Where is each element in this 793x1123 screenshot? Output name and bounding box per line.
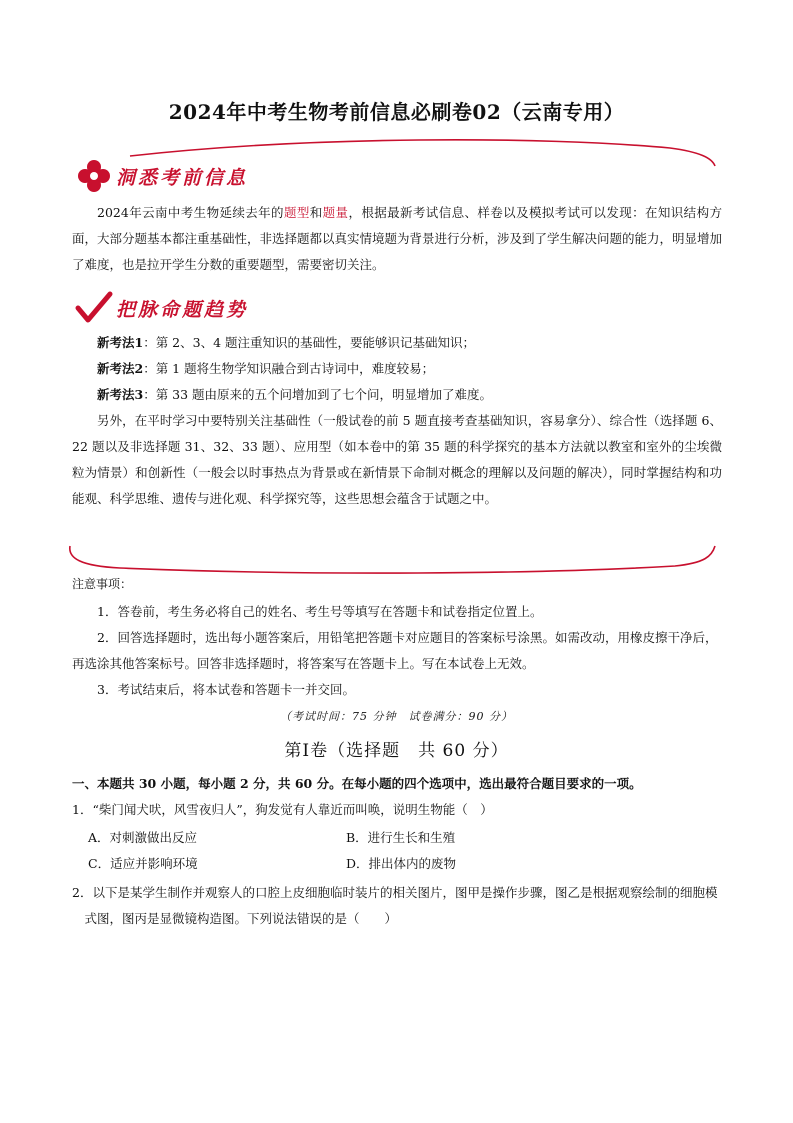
trend-item: [72, 330, 722, 356]
section1-paragraph: [72, 200, 722, 278]
section-instruction: 一、本题共 30 小题，每小题 2 分，共 60 分。在每小题的四个选项中，选出最符合题目要求的一项。: [72, 776, 642, 791]
trend-item: [72, 356, 722, 382]
section-heading-label: 洞悉考前信息: [116, 166, 249, 189]
question-1-stem: 1．“柴门闻犬吠，风雪夜归人”，狗发觉有人靠近而叫唤，说明生物能（ ）: [72, 802, 493, 817]
trend-item: [72, 382, 722, 408]
para-text: 和: [309, 205, 323, 220]
section2-items: [72, 330, 722, 512]
section-heading-label: 把脉命题趋势: [116, 298, 249, 321]
trend-label: 新考法3: [97, 387, 144, 402]
notes-heading: 注意事项：: [72, 577, 133, 591]
para-text: 2024年云南中考生物延续去年的: [97, 205, 284, 220]
page-title: 2024年中考生物考前信息必刷卷02（云南专用）: [168, 100, 625, 124]
note-item: 3．考试结束后，将本试卷和答题卡一并交回。: [97, 682, 355, 697]
note-item: 2．回答选择题时，选出每小题答案后，用铅笔把答题卡对应题目的答案标号涂黑。如需改动，用橡皮擦干净后，再选涂其他答案标号。回答非选择题时，将答案写在答题卡上。写在本试卷上无效。: [72, 630, 718, 671]
volume-title: 第Ⅰ卷（选择题 共 60 分）: [284, 741, 509, 761]
option-b: B．进行生长和生殖: [346, 830, 456, 845]
option-c: C．适应并影响环境: [88, 856, 198, 871]
highlight-text: 题型: [283, 205, 310, 220]
highlight-text: 题量: [322, 205, 349, 220]
section-heading-trend: [74, 288, 248, 328]
note-item: 1．答卷前，考生务必将自己的姓名、考生号等填写在答题卡和试卷指定位置上。: [97, 604, 543, 619]
notes-block: [72, 571, 722, 703]
trend-label: 新考法1: [97, 335, 144, 350]
question-1-options: [88, 825, 708, 877]
checkmark-icon: [74, 288, 114, 328]
exam-info: （考试时间：75 分钟 试卷满分：90 分）: [280, 710, 513, 723]
section-heading-info: [74, 156, 248, 196]
trend-label: 新考法2: [97, 361, 144, 376]
trend-extra: 另外，在平时学习中要特别关注基础性（一般试卷的前 5 题直接考查基础知识，容易拿分）、综合性（选择题 6、22 题以及非选择题 31、32、33 题）、应用型（如本卷中的第 35 题的科学探究的基本方法就以教室和室外的尘埃微粒为情景）和创新性（一般会以时事热点为背景或在新情景下命制对概念的理解以及问题的解决），同时掌握结构和功能观、科学思维、遗传与进化观、科学探究等，这些思想会蕴含于试题之中。: [72, 413, 722, 506]
question-2-stem: 2．以下是某学生制作并观察人的口腔上皮细胞临时装片的相关图片，图甲是操作步骤，图乙是根据观察绘制的细胞模式图，图丙是显微镜构造图。下列说法错误的是（ ）: [72, 885, 718, 926]
trend-text: ：第 1 题将生物学知识融合到古诗词中，难度较易；: [143, 361, 435, 376]
flower-icon: [74, 156, 114, 196]
trend-text: ：第 33 题由原来的五个问增加到了七个问，明显增加了难度。: [143, 387, 493, 402]
trend-text: ：第 2、3、4 题注重知识的基础性，要能够识记基础知识；: [143, 335, 476, 350]
option-a: A．对刺激做出反应: [88, 830, 198, 845]
para-text: ，根据最新考试信息、样卷以及模拟考试可以发现：在知识结构方面，大部分题基本都注重基础性，非选择题都以真实情境题为背景进行分析，涉及到了学生解决问题的能力，明显增加了难度，也是拉开学生分数的重要题型，需要密切关注。: [72, 205, 723, 272]
option-d: D．排出体内的废物: [346, 856, 457, 871]
